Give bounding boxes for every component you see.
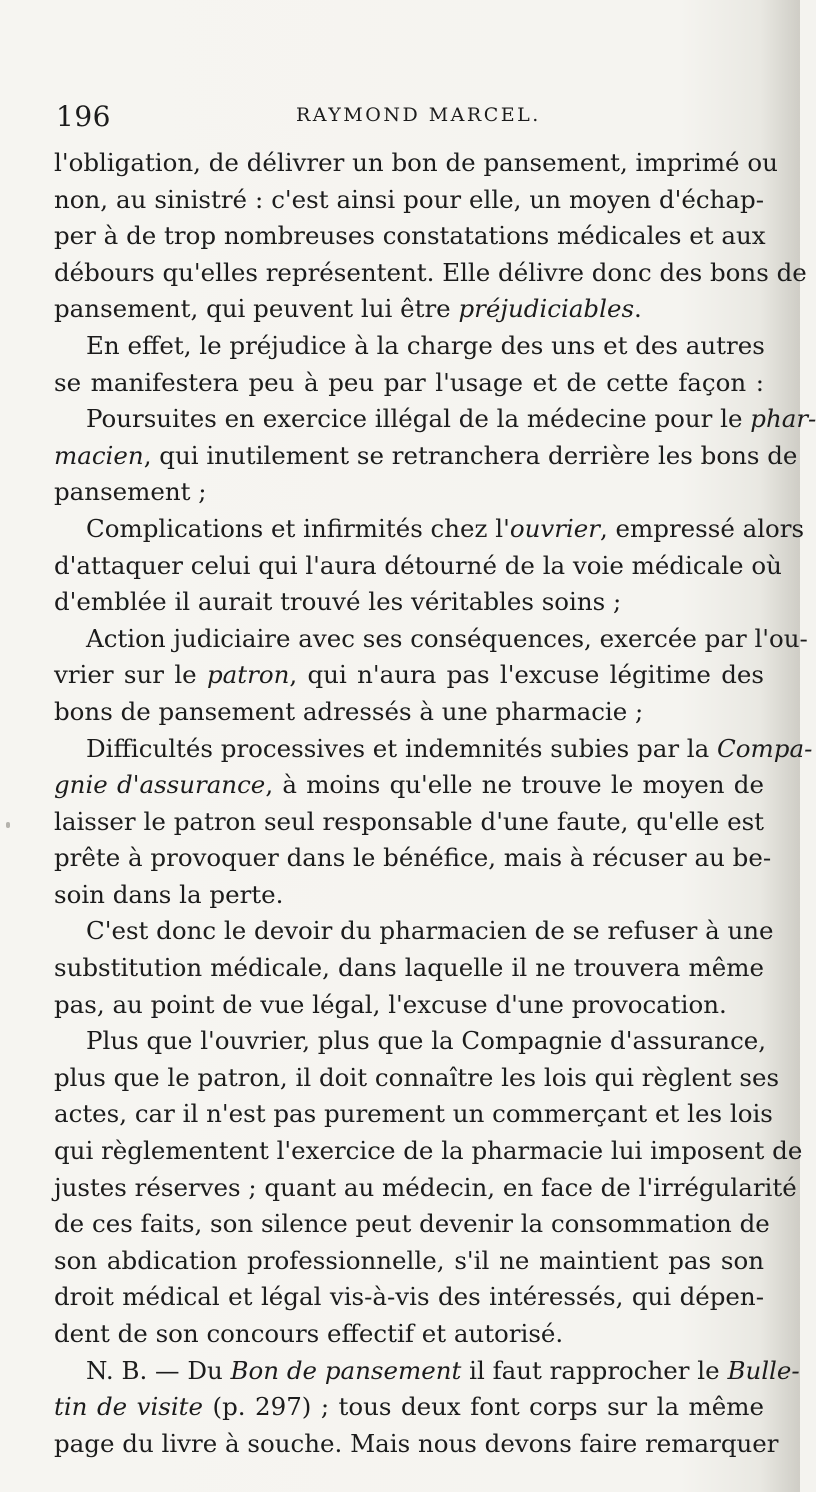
body-text xyxy=(54,145,816,1462)
text-line: actes, car il n'est pas purement un commerçant et les lois xyxy=(54,1099,773,1129)
italic-text: phar- xyxy=(750,404,816,434)
text-line: de ces faits, son silence peut devenir la consommation de xyxy=(54,1209,770,1239)
text-line: per à de trop nombreuses constatations médicales et aux xyxy=(54,221,766,251)
text-line: Complications et infirmités chez l'ouvrier, empressé alors xyxy=(86,513,805,543)
text-line: pas, au point de vue légal, l'excuse d'une provocation. xyxy=(54,989,727,1019)
text-line: C'est donc le devoir du pharmacien de se refuser à une xyxy=(86,916,774,946)
text-line: prête à provoquer dans le bénéfice, mais à récuser au be- xyxy=(54,843,772,873)
page-header xyxy=(56,100,776,140)
running-head: RAYMOND MARCEL. xyxy=(296,104,541,126)
text-line: justes réserves ; quant au médecin, en face de l'irrégularité xyxy=(54,1172,797,1202)
text-line: débours qu'elles représentent. Elle délivre donc des bons de xyxy=(54,257,807,287)
text-line: vrier sur le patron, qui n'aura pas l'excuse légitime des xyxy=(54,660,764,690)
text-line: laisser le patron seul responsable d'une faute, qu'elle est xyxy=(54,806,764,836)
text-line: qui règlementent l'exercice de la pharmacie lui imposent de xyxy=(54,1136,803,1166)
text-line: d'emblée il aurait trouvé les véritables soins ; xyxy=(54,587,622,617)
text-line: se manifestera peu à peu par l'usage et de cette façon : xyxy=(54,367,764,397)
text-line: Poursuites en exercice illégal de la médecine pour le phar- xyxy=(86,404,816,434)
text-line: Plus que l'ouvrier, plus que la Compagnie d'assurance, xyxy=(86,1026,767,1056)
italic-text: tin de visite xyxy=(54,1392,204,1422)
italic-text: macien xyxy=(54,440,144,470)
italic-text: préjudiciables xyxy=(458,294,635,324)
text-line: gnie d'assurance, à moins qu'elle ne trouve le moyen de xyxy=(54,770,764,800)
text-line: N. B. — Du Bon de pansement il faut rapprocher le Bulle- xyxy=(86,1355,800,1385)
italic-text: Bulle- xyxy=(727,1355,800,1385)
text-line: plus que le patron, il doit connaître les lois qui règlent ses xyxy=(54,1062,780,1092)
text-line: substitution médicale, dans laquelle il ne trouvera même xyxy=(54,953,764,983)
text-line: droit médical et légal vis-à-vis des intéressés, qui dépen- xyxy=(54,1282,764,1312)
text-line: d'attaquer celui qui l'aura détourné de la voie médicale où xyxy=(54,550,782,580)
text-line: non, au sinistré : c'est ainsi pour elle, un moyen d'échap- xyxy=(54,184,764,214)
text-line: pansement, qui peuvent lui être préjudiciables. xyxy=(54,294,642,324)
text-line: En effet, le préjudice à la charge des uns et des autres xyxy=(86,330,765,360)
text-line: l'obligation, de délivrer un bon de pansement, imprimé ou xyxy=(54,148,778,177)
text-line: bons de pansement adressés à une pharmacie ; xyxy=(54,696,644,726)
text-line: tin de visite (p. 297) ; tous deux font corps sur la même xyxy=(54,1392,764,1422)
italic-text: patron xyxy=(206,660,290,690)
text-line: dent de son concours effectif et autorisé. xyxy=(54,1319,564,1348)
text-line: pansement ; xyxy=(54,477,207,507)
text-line: Action judiciaire avec ses conséquences, exercée par l'ou- xyxy=(86,623,808,653)
page-number: 196 xyxy=(56,100,111,133)
italic-text: Compa- xyxy=(717,733,813,763)
text-line: son abdication professionnelle, s'il ne maintient pas son xyxy=(54,1245,764,1275)
margin-speck xyxy=(6,822,10,828)
text-line: page du livre à souche. Mais nous devons faire remarquer xyxy=(54,1428,779,1458)
text-line: Difficultés processives et indemnités subies par la Compa- xyxy=(86,733,813,763)
text-line: macien, qui inutilement se retranchera derrière les bons de xyxy=(54,440,798,470)
text-line: soin dans la perte. xyxy=(54,879,284,909)
italic-text: gnie d'assurance xyxy=(54,770,266,800)
italic-text: Bon de pansement xyxy=(230,1355,462,1385)
italic-text: ouvrier xyxy=(509,513,600,543)
